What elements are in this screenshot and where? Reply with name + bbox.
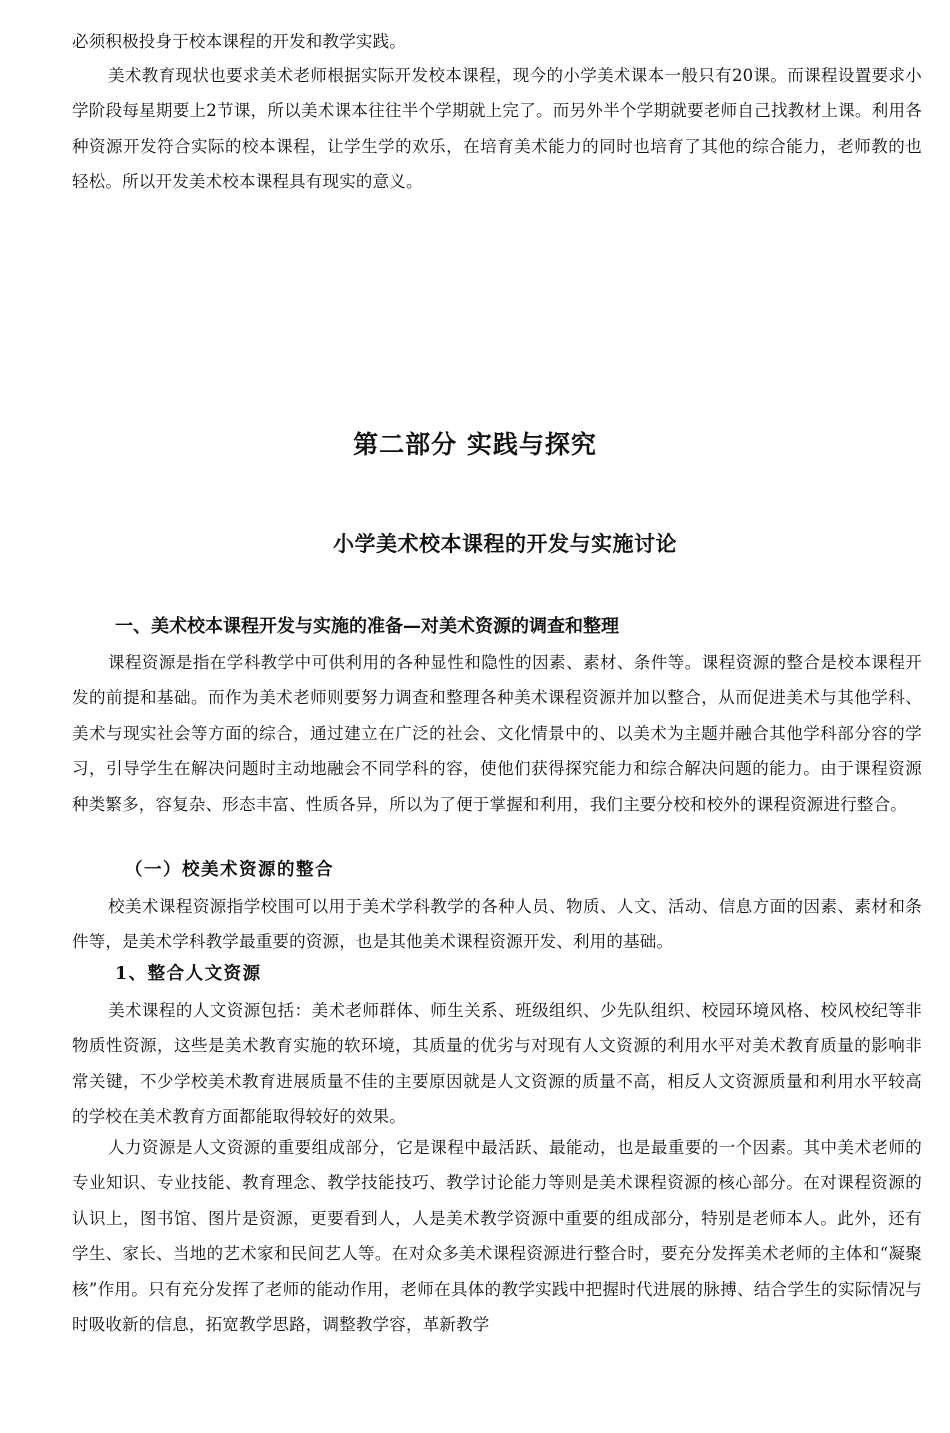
paragraph-education-status: 美术教育现状也要求美术老师根据实际开发校本课程，现今的小学美术课本一般只有20课。而课程设置要求小学阶段每星期要上2节课，所以美术课本往往半个学期就上完了。而另外半个学期就要老师自己找教材上课。利用各种资源开发符合实际的校本课程，让学生学的欢乐，在培育美术能力的同时也培育了其他的综合能力，老师教的也轻松。所以开发美术校本课程具有现实的意义。 xyxy=(72,66,922,192)
part-title: 第二部分 实践与探究 xyxy=(353,430,597,459)
item-heading-1: 1、整合人文资源 xyxy=(115,964,262,984)
paragraph-humanities-resources: 美术课程的人文资源包括：美术老师群体、师生关系、班级组织、少先队组织、校园环境风格、校风校纪等非物质性资源，这些是美术教育实施的软环境，其质量的优劣与对现有人文资源的利用水平对美术教育质量的影响非常关键，不少学校美术教育进展质量不佳的主要原因就是人文资源的质量不高，相反人文资源质量和利用水平较高的学校在美术教育方面都能取得较好的效果。 xyxy=(72,1001,922,1127)
sub-title: 小学美术校本课程的开发与实施讨论 xyxy=(333,532,677,556)
section-heading-1: 一、美术校本课程开发与实施的准备—对美术资源的调查和整理 xyxy=(115,616,619,637)
paragraph-human-resources: 人力资源是人文资源的重要组成部分，它是课程中最活跃、最能动，也是最重要的一个因素。其中美术老师的专业知识、专业技能、教育理念、教学技能技巧、教学讨论能力等则是美术课程资源的核心部分。在对课程资源的认识上，图书馆、图片是资源，更要看到人，人是美术教学资源中重要的组成部分，特别是老师本人。此外，还有学生、家长、当地的艺术家和民间艺人等。在对众多美术课程资源进行整合时，要充分发挥美术老师的主体和“凝聚核”作用。只有充分发挥了老师的能动作用，老师在具体的教学实践中把握时代进展的脉搏、结合学生的实际情况与时吸收新的信息，拓宽教学思路，调整教学容，革新教学 xyxy=(72,1138,922,1335)
paragraph-school-resources: 校美术课程资源指学校围可以用于美术学科教学的各种人员、物质、人文、活动、信息方面的因素、素材和条件等，是美术学科教学最重要的资源，也是其他美术课程资源开发、利用的基础。 xyxy=(72,897,922,952)
intro-line: 必须积极投身于校本课程的开发和教学实践。 xyxy=(72,32,406,51)
paragraph-curriculum-resources: 课程资源是指在学科教学中可供利用的各种显性和隐性的因素、素材、条件等。课程资源的整合是校本课程开发的前提和基础。而作为美术老师则要努力调查和整理各种美术课程资源并加以整合，从而促进美术与其他学科、美术与现实社会等方面的综合，通过建立在广泛的社会、文化情景中的、以美术为主题并融合其他学科部分容的学习，引导学生在解决问题时主动地融会不同学科的容，使他们获得探究能力和综合解决问题的能力。由于课程资源种类繁多，容复杂、形态丰富、性质各异，所以为了便于掌握和利用，我们主要分校和校外的课程资源进行整合。 xyxy=(72,653,922,814)
subsection-heading-1: （一）校美术资源的整合 xyxy=(125,860,334,880)
